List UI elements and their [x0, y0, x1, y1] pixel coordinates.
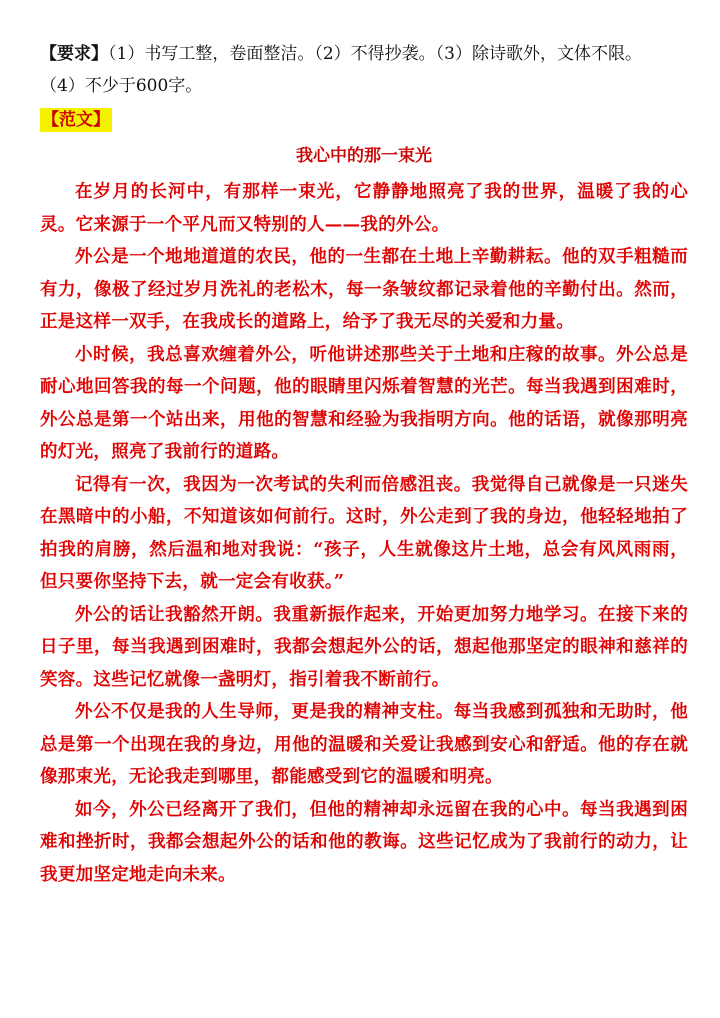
- essay-title: 我心中的那一束光: [296, 146, 432, 166]
- essay-paragraph: 外公是一个地地道道的农民，他的一生都在土地上辛勤耕耘。他的双手粗糙而有力，像极了经过岁月洗礼的老松木，每一条皱纹都记录着他的辛勤付出。然而，正是这样一双手，在我成长的道路上，给予了我无尽的关爱和力量。: [40, 247, 688, 332]
- essay-paragraph: 记得有一次，我因为一次考试的失利而倍感沮丧。我觉得自己就像是一只迷失在黑暗中的小船，不知道该如何前行。这时，外公走到了我的身边，他轻轻地拍了拍我的肩膀，然后温和地对我说：“孩子，人生就像这片土地，总会有风风雨雨，但只要你坚持下去，就一定会有收获。”: [40, 474, 688, 592]
- essay-paragraph: 如今，外公已经离开了我们，但他的精神却永远留在我的心中。每当我遇到困难和挫折时，我都会想起外公的话和他的教诲。这些记忆成为了我前行的动力，让我更加坚定地走向未来。: [40, 799, 688, 885]
- fanwen-label: 【范文】: [42, 110, 110, 130]
- requirements-label: 【要求】: [40, 44, 108, 64]
- document-page: [40, 38, 688, 891]
- essay-paragraph: 小时候，我总喜欢缠着外公，听他讲述那些关于土地和庄稼的故事。外公总是耐心地回答我的每一个问题，他的眼睛里闪烁着智慧的光芒。每当我遇到困难时，外公总是第一个站出来，用他的智慧和经验为我指明方向。他的话语，就像那明亮的灯光，照亮了我前行的道路。: [40, 344, 688, 462]
- essay-paragraph: 外公不仅是我的人生导师，更是我的精神支柱。每当我感到孤独和无助时，他总是第一个出现在我的身边，用他的温暖和关爱让我感到安心和舒适。他的存在就像那束光，无论我走到哪里，都能感受到它的温暖和明亮。: [40, 702, 688, 787]
- essay-paragraph: 外公的话让我豁然开朗。我重新振作起来，开始更加努力地学习。在接下来的日子里，每当我遇到困难时，我都会想起外公的话，想起他那坚定的眼神和慈祥的笑容。这些记忆就像一盏明灯，指引着我不断前行。: [40, 604, 688, 690]
- requirements-line-2: [40, 70, 688, 102]
- essay-paragraph: 在岁月的长河中，有那样一束光，它静静地照亮了我的世界，温暖了我的心灵。它来源于一个平凡而又特别的人——我的外公。: [40, 182, 688, 235]
- requirements-text-1: （1）书写工整，卷面整洁。（2）不得抄袭。（3）除诗歌外，文体不限。: [108, 44, 642, 64]
- requirements-text-2: （4）不少于600字。: [40, 76, 203, 96]
- requirements-line-1: [40, 38, 688, 70]
